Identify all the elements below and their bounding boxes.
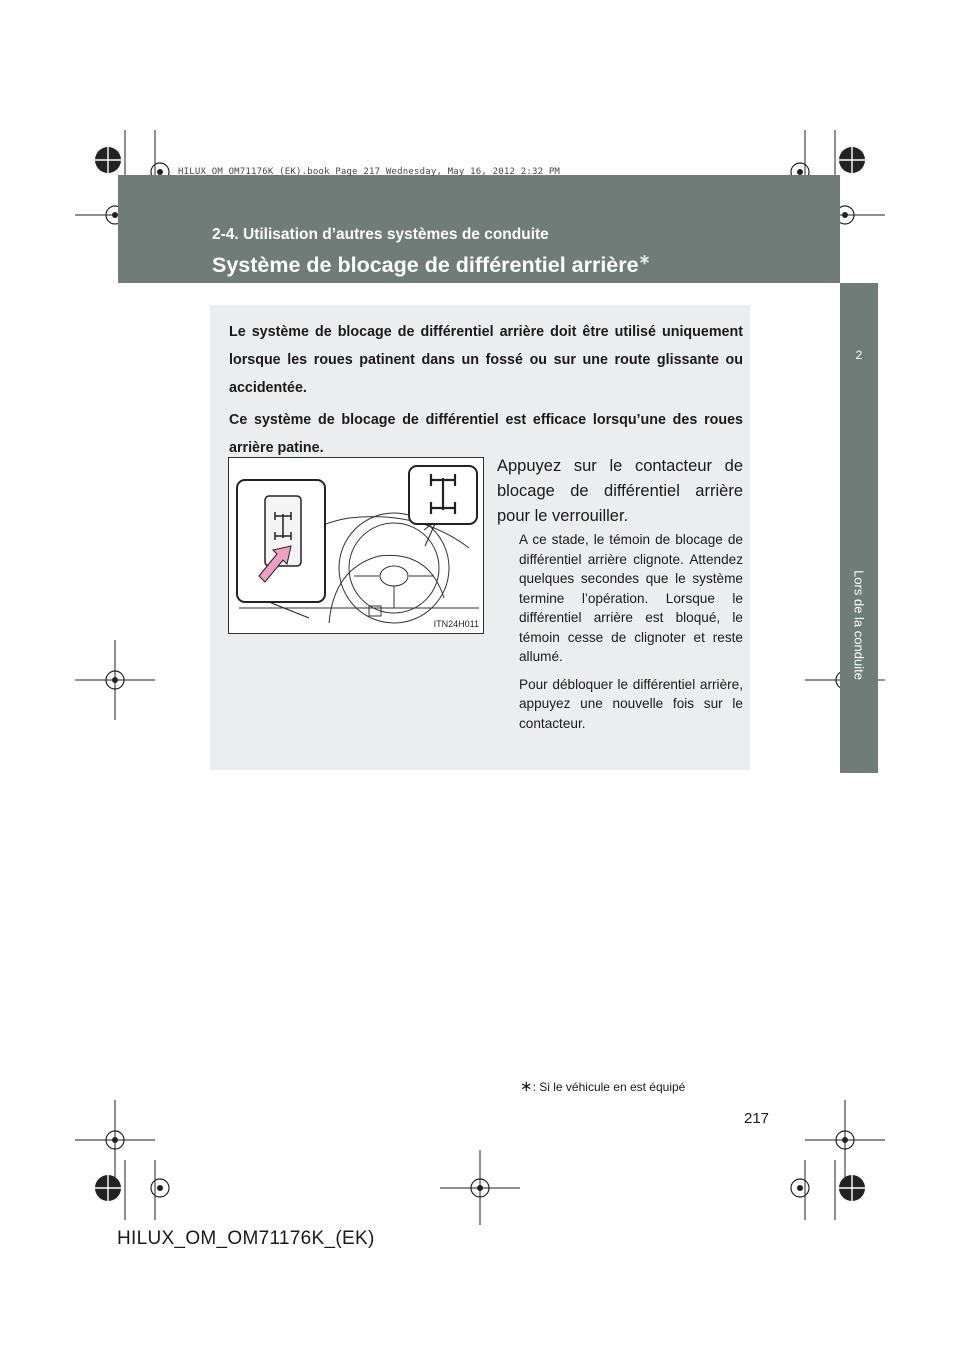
dashboard-illustration [228, 457, 484, 634]
print-meta-line: HILUX_OM_OM71176K_(EK).book Page 217 Wednesday, May 16, 2012 2:32 PM [178, 167, 561, 177]
step-instruction: Appuyez sur le contacteur de blocage de différentiel arrière pour le verrouiller. [497, 457, 743, 525]
intro-paragraph-1: Le système de blocage de différentiel arrière doit être utilisé uniquement lorsque les roues patinent dans un fossé ou sur une route glissante ou accidentée. [229, 324, 743, 396]
intro-paragraph-2: Ce système de blocage de différentiel est efficace lorsqu’une des roues arrière patine. [229, 412, 743, 456]
chapter-number: 2 [855, 348, 863, 362]
switch-callout [237, 480, 325, 618]
document-id: HILUX_OM_OM71176K_(EK) [117, 1228, 375, 1249]
equipment-footnote: ∗: Si le véhicule en est équipé [520, 1078, 686, 1095]
intro-text [229, 318, 743, 466]
section-heading: 2-4. Utilisation d’autres systèmes de conduite [212, 226, 549, 243]
dashboard-drawing [229, 458, 483, 633]
figure-code: ITN24H011 [433, 619, 479, 629]
chapter-label: Lors de la conduite [851, 570, 867, 680]
step-notes [519, 530, 743, 741]
step-note-2: Pour débloquer le différentiel arrière, appuyez une nouvelle fois sur le contacteur. [519, 676, 743, 731]
equipped-mark: ∗ [638, 251, 651, 267]
page-number: 217 [744, 1110, 770, 1127]
indicator-callout [409, 466, 477, 546]
page-title: Système de blocage de différentiel arrière∗ [212, 251, 651, 278]
step-note-1: A ce stade, le témoin de blocage de différentiel arrière clignote. Attendez quelques secondes que le système termine l’opération. Lorsque le différentiel arrière est bloqué, le témoin cesse de clignoter et reste allumé. [519, 532, 743, 664]
footnote-mark: ∗ [520, 1078, 533, 1095]
